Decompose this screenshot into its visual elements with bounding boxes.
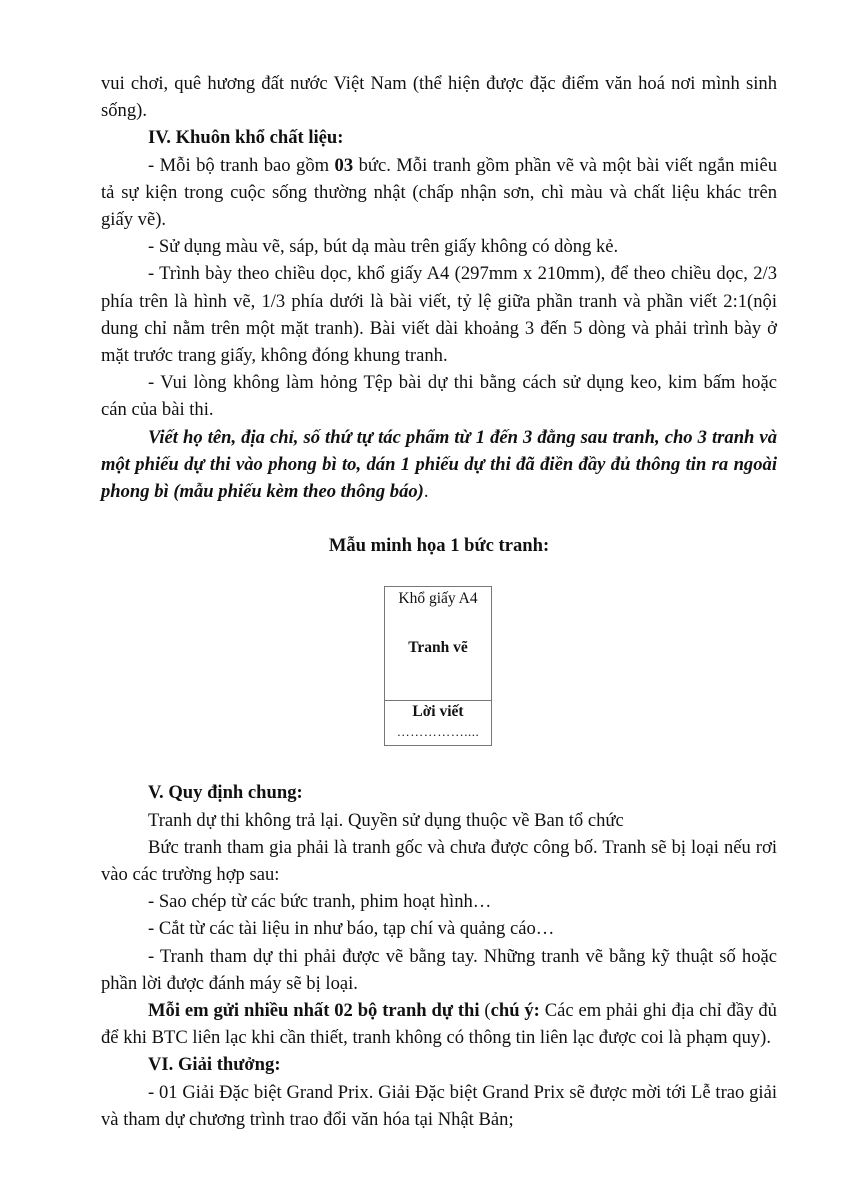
instruction-emphasis: Viết họ tên, địa chỉ, số thứ tự tác phẩm từ 1 đến 3 đằng sau tranh, cho 3 tranh và một phiếu dự thi vào phong bì to, dán 1 phiếu dự thi đã điền đầy đủ thông tin ra ngoài phong bì (mẫu phiếu kèm theo thông báo) xyxy=(101,426,777,503)
writing-placeholder-dots: …………….... xyxy=(396,724,480,740)
figure-container xyxy=(101,559,777,779)
drawing-label: Tranh vẽ xyxy=(408,639,468,657)
intro-continuation: vui chơi, quê hương đất nước Việt Nam (thể hiện được đặc điểm văn hoá nơi mình sinh sống). xyxy=(101,73,777,122)
a4-illustration-box xyxy=(384,586,492,746)
section-5-rule-1: - Sao chép từ các bức tranh, phim hoạt hình… xyxy=(148,891,492,913)
note-label: chú ý: xyxy=(490,1000,540,1022)
item-1-count: 03 xyxy=(334,154,354,176)
figure-caption: Mẫu minh họa 1 bức tranh: xyxy=(328,535,550,557)
spacer xyxy=(101,505,777,532)
section-4-item-3: - Trình bày theo chiều dọc, khổ giấy A4 (297mm x 210mm), để theo chiều dọc, 2/3 phía trên là hình vẽ, 1/3 phía dưới là bài viết, tỷ lệ giữa phần tranh và phần viết 2:1(nội dung chỉ nằm trên một mặt tranh). Bài viết dài khoảng 3 đến 5 dòng và phải trình bày ở mặt trước trang giấy, không đóng khung tranh. xyxy=(101,263,777,367)
limit-emphasis: Mỗi em gửi nhiều nhất 02 bộ tranh dự thi xyxy=(148,1000,480,1022)
section-5-limit xyxy=(101,997,777,1051)
section-4-item-1 xyxy=(101,152,777,234)
writing-label: Lời viết xyxy=(412,703,464,721)
section-4-item-2: - Sử dụng màu vẽ, sáp, bút dạ màu trên giấy không có dòng kẻ. xyxy=(148,236,619,258)
section-5-rule-3: - Tranh tham dự thi phải được vẽ bằng tay. Những tranh vẽ bằng kỹ thuật số hoặc phần lời được đánh máy sẽ bị loại. xyxy=(101,945,777,994)
paper-size-label: Khổ giấy A4 xyxy=(398,590,478,608)
section-5-rule-2: - Cắt từ các tài liệu in như báo, tạp chí và quảng cáo… xyxy=(148,918,555,940)
limit-open: ( xyxy=(479,1000,491,1022)
section-4-instruction xyxy=(101,424,777,506)
section-5-line-2: Bức tranh tham gia phải là tranh gốc và chưa được công bố. Tranh sẽ bị loại nếu rơi vào các trường hợp sau: xyxy=(101,836,777,886)
document-page xyxy=(101,70,777,1133)
note-text: Các em phải ghi địa chỉ đầy đủ để khi BTC liên lạc khi cần thiết, tranh không có thông tin liên lạc được coi là phạm quy). xyxy=(101,1000,777,1049)
section-6-prize-1: - 01 Giải Đặc biệt Grand Prix. Giải Đặc biệt Grand Prix sẽ được mời tới Lễ trao giải và tham dự chương trình trao đổi văn hóa tại Nhật Bản; xyxy=(101,1081,777,1130)
section-5-heading: V. Quy định chung: xyxy=(148,782,303,804)
section-6-heading: VI. Giải thưởng: xyxy=(148,1054,281,1076)
drawing-area xyxy=(385,587,491,701)
instruction-end: . xyxy=(423,481,429,503)
writing-area xyxy=(385,700,491,745)
item-1-suffix: bức. Mỗi tranh gồm phần vẽ và một bài viết ngắn miêu tả sự kiện trong cuộc sống thường nhật (chấp nhận sơn, chì màu và chất liệu khác trên giấy vẽ). xyxy=(101,154,778,231)
section-4-heading: IV. Khuôn khổ chất liệu: xyxy=(148,127,344,149)
item-1-prefix: - Mỗi bộ tranh bao gồm xyxy=(148,154,335,176)
section-5-line-1: Tranh dự thi không trả lại. Quyền sử dụng thuộc về Ban tổ chức xyxy=(148,809,624,831)
section-4-item-4: - Vui lòng không làm hỏng Tệp bài dự thi bằng cách sử dụng keo, kim bấm hoặc cán của bài thi. xyxy=(101,372,777,421)
